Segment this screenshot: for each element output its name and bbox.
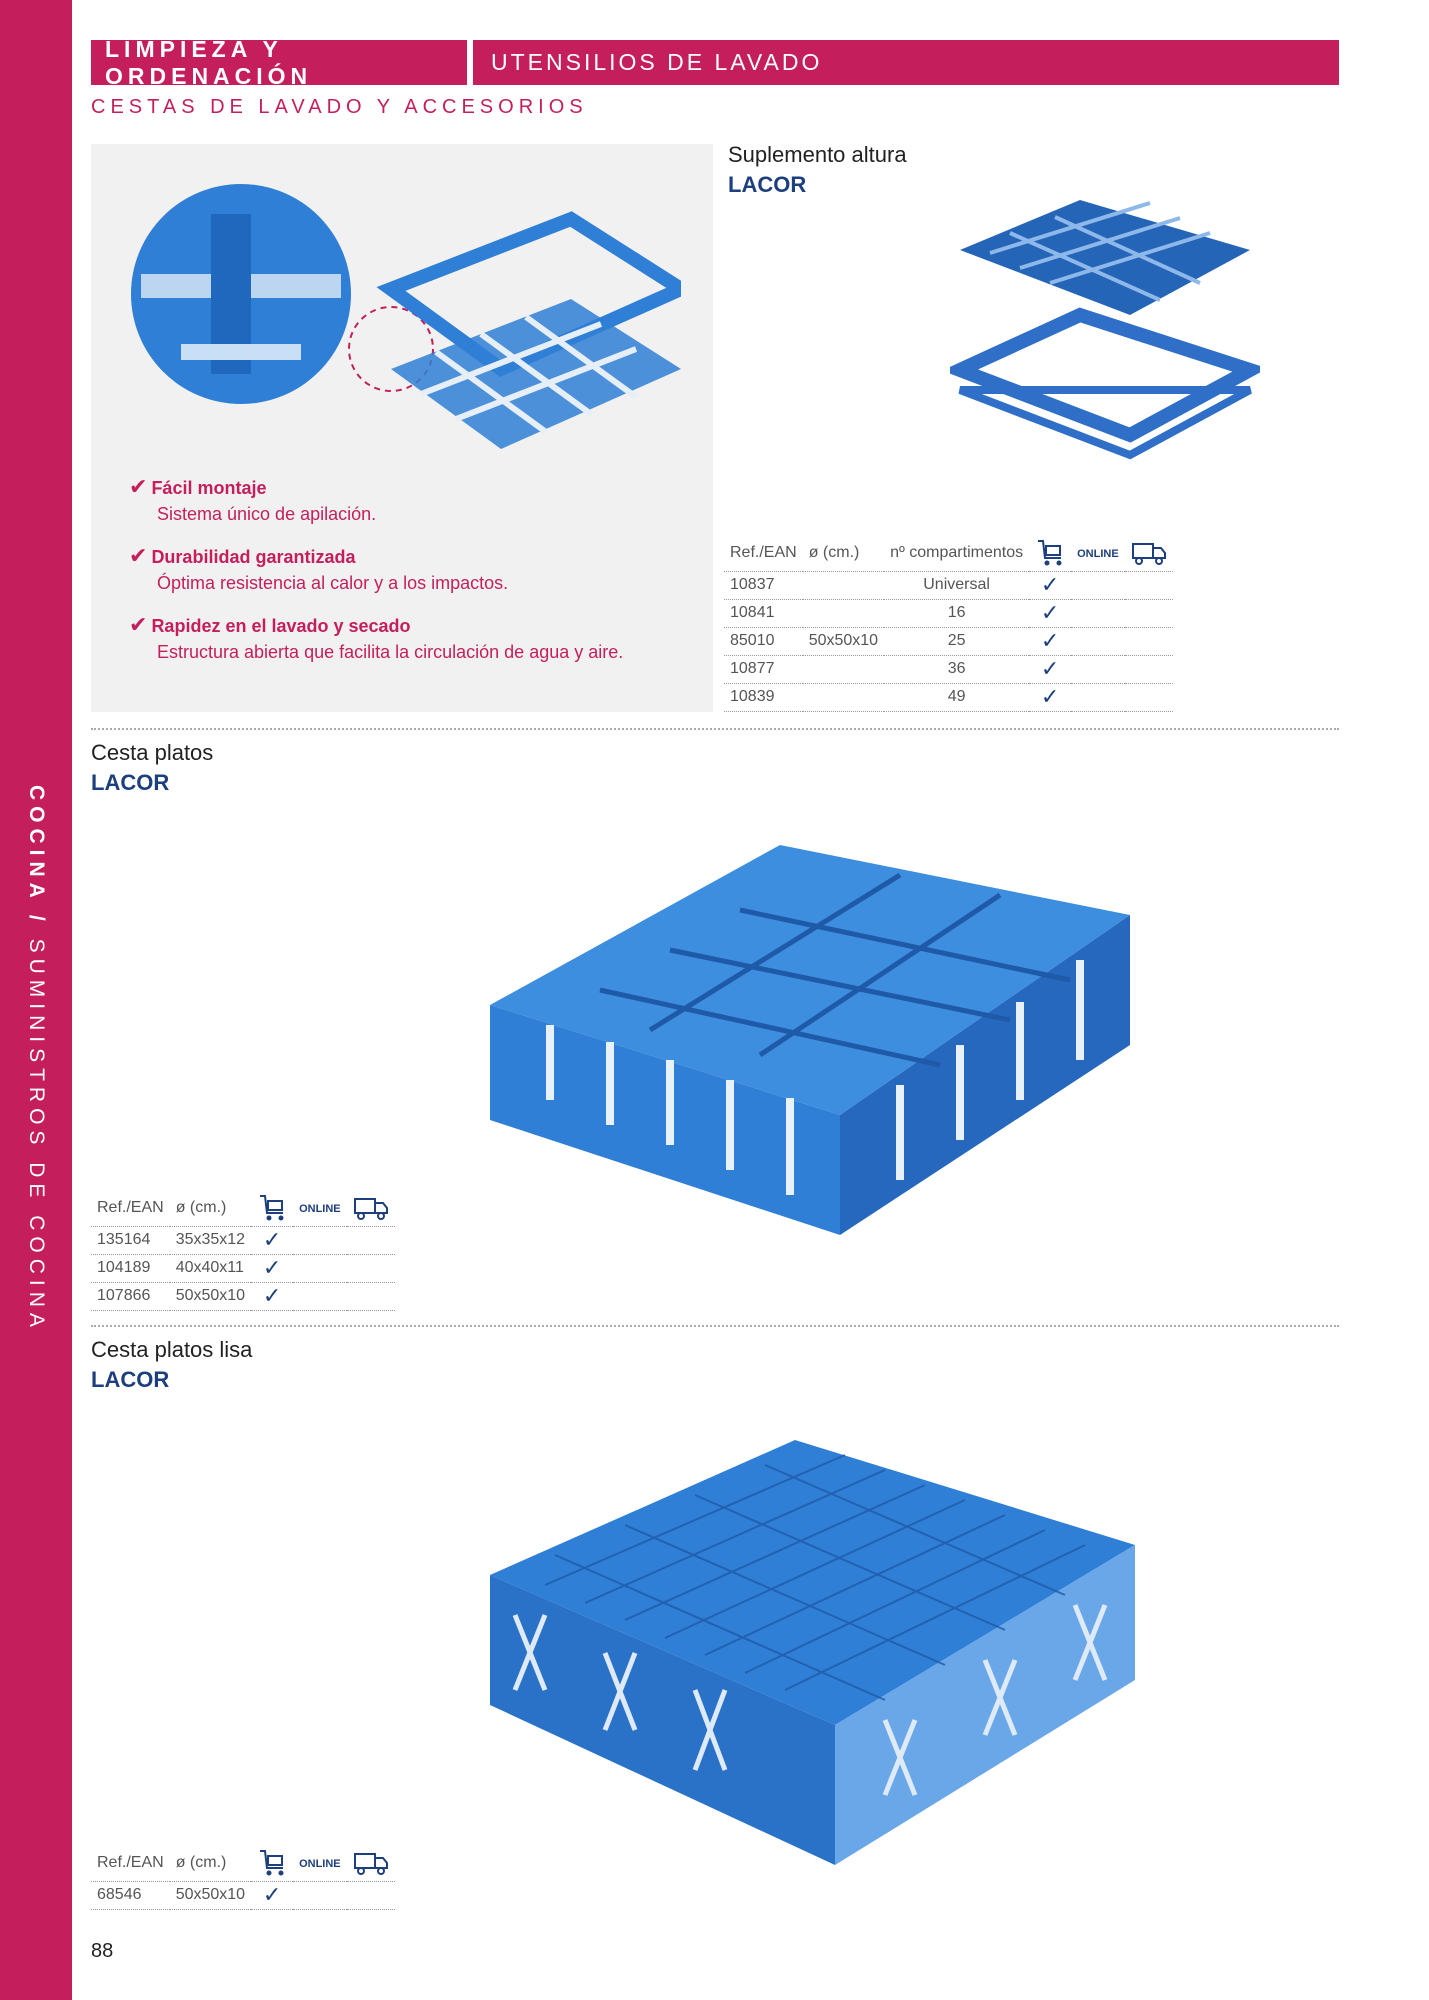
table-row: 85010 50x50x10 25 ✓ xyxy=(724,627,1173,655)
check-icon: ✓ xyxy=(1029,683,1071,711)
header-category: LIMPIEZA Y ORDENACIÓN xyxy=(105,35,313,89)
cart-icon xyxy=(1029,535,1071,571)
section-header xyxy=(91,35,1339,89)
table-row: 10839 49 ✓ xyxy=(724,683,1173,711)
table-row: 135164 35x35x12 ✓ xyxy=(91,1226,395,1254)
check-icon: ✓ xyxy=(1029,627,1071,655)
table-row: 107866 50x50x10 ✓ xyxy=(91,1282,395,1310)
side-label: COCINA / SUMINISTROS DE COCINA xyxy=(25,785,48,1333)
truck-icon xyxy=(1125,535,1173,571)
online-icon: ONLINE xyxy=(1071,535,1125,571)
check-icon: ✔ xyxy=(129,474,148,499)
height-extender-image xyxy=(950,195,1260,515)
check-icon: ✓ xyxy=(251,1254,293,1282)
spec-table: Ref./EAN ø (cm.) nº compartimentos ONLINE 10837 Universal ✓ 10841 16 ✓ 85010 50x50x10 25 ✓ 10877 36 ✓ 10839 49 ✓ xyxy=(724,535,1173,712)
divider xyxy=(91,1325,1339,1327)
plate-rack-image xyxy=(480,830,1140,1250)
table-row: 10841 16 ✓ xyxy=(724,599,1173,627)
page-number: 88 xyxy=(91,1940,114,1962)
feature-item: ✔ Durabilidad garantizada Óptima resistencia al calor y a los impactos. xyxy=(129,543,509,593)
table-row: 10837 Universal ✓ xyxy=(724,571,1173,599)
product-title: Suplemento altura LACOR xyxy=(728,142,907,197)
sub-header: CESTAS DE LAVADO Y ACCESORIOS xyxy=(91,96,588,118)
check-icon: ✓ xyxy=(1029,599,1071,627)
feature-item: ✔ Rapidez en el lavado y secado Estructura abierta que facilita la circulación de agua y aire. xyxy=(129,612,624,662)
truck-icon xyxy=(347,1190,395,1226)
flat-plate-rack-image xyxy=(485,1435,1140,1870)
spec-table: Ref./EAN ø (cm.) ONLINE 135164 35x35x12 ✓ 104189 40x40x11 ✓ 107866 50x50x10 ✓ xyxy=(91,1190,395,1311)
check-icon: ✔ xyxy=(129,612,148,637)
check-icon: ✓ xyxy=(1029,571,1071,599)
check-icon: ✓ xyxy=(1029,655,1071,683)
truck-icon xyxy=(347,1845,395,1881)
online-icon: ONLINE xyxy=(293,1845,347,1881)
feature-panel xyxy=(91,144,713,712)
table-row: 104189 40x40x11 ✓ xyxy=(91,1254,395,1282)
cart-icon xyxy=(251,1845,293,1881)
table-row: 10877 36 ✓ xyxy=(724,655,1173,683)
table-row: 68546 50x50x10 ✓ xyxy=(91,1881,395,1909)
product-title: Cesta platos lisa LACOR xyxy=(91,1337,253,1392)
spec-table: Ref./EAN ø (cm.) ONLINE 68546 50x50x10 ✓ xyxy=(91,1845,395,1910)
feature-list xyxy=(129,474,699,681)
product-title: Cesta platos LACOR xyxy=(91,740,214,795)
check-icon: ✔ xyxy=(129,543,148,568)
check-icon: ✓ xyxy=(251,1282,293,1310)
online-icon: ONLINE xyxy=(293,1190,347,1226)
check-icon: ✓ xyxy=(251,1881,293,1909)
cart-icon xyxy=(251,1190,293,1226)
divider xyxy=(91,728,1339,730)
header-subcategory: UTENSILIOS DE LAVADO xyxy=(491,49,823,75)
feature-item: ✔ Fácil montaje Sistema único de apilación. xyxy=(129,474,377,524)
check-icon: ✓ xyxy=(251,1226,293,1254)
